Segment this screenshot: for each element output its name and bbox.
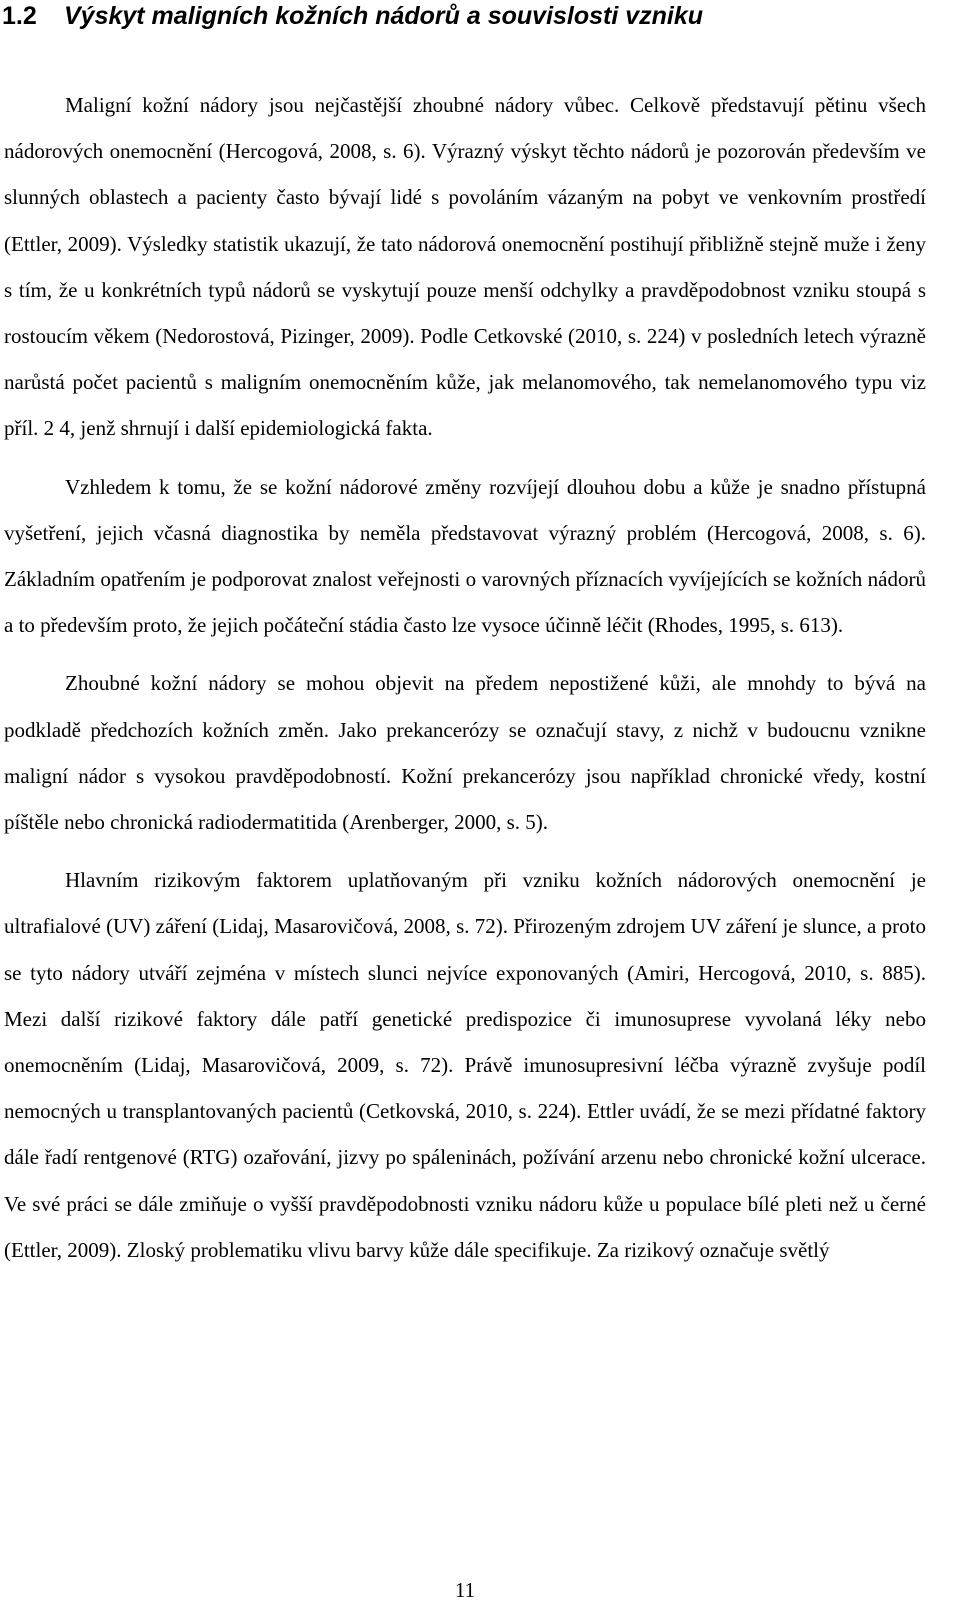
- paragraph-precancerosis: Zhoubné kožní nádory se mohou objevit na předem nepostižené kůži, ale mnohdy to bývá na podkladě předchozích kožních změn. Jako prekancerózy se označují stavy, z nichž v budoucnu vznikne maligní nádor s vysokou pravděpodobností. Kožní prekancerózy jsou například chronické vředy, kostní píštěle nebo chronická radiodermatitida (Arenberger, 2000, s. 5).: [4, 671, 926, 835]
- section-number: 1.2: [2, 2, 37, 30]
- section-heading: [2, 0, 942, 32]
- paragraph-incidence: Maligní kožní nádory jsou nejčastější zhoubné nádory vůbec. Celkově představují pětinu všech nádorových onemocnění (Hercogová, 2008, s. 6). Výrazný výskyt těchto nádorů je pozorován především ve slunných oblastech a pacienty často bývají lidé s povoláním vázaným na pobyt ve venkovním prostředí (Ettler, 2009). Výsledky statistik ukazují, že tato nádorová onemocnění postihují přibližně stejně muže i ženy s tím, že u konkrétních typů nádorů se vyskytují pouze menší odchylky a pravděpodobnost vzniku stoupá s rostoucím věkem (Nedorostová, Pizinger, 2009). Podle Cetkovské (2010, s. 224) v posledních letech výrazně narůstá počet pacientů s maligním onemocněním kůže, jak melanomového, tak nemelanomového typu viz příl. 2 4, jenž shrnují i další epidemiologická fakta.: [4, 93, 926, 441]
- page-number: 11: [454, 1578, 476, 1602]
- paragraph-risk-factors: Hlavním rizikovým faktorem uplatňovaným při vzniku kožních nádorových onemocnění je ultrafialové (UV) záření (Lidaj, Masarovičová, 2008, s. 72). Přirozeným zdrojem UV záření je slunce, a proto se tyto nádory utváří zejména v místech slunci nejvíce exponovaných (Amiri, Hercogová, 2010, s. 885). Mezi další rizikové faktory dále patří genetické predispozice či imunosuprese vyvolaná léky nebo onemocněním (Lidaj, Masarovičová, 2009, s. 72). Právě imunosupresivní léčba výrazně zvyšuje podíl nemocných u transplantovaných pacientů (Cetkovská, 2010, s. 224). Ettler uvádí, že se mezi přídatné faktory dále řadí rentgenové (RTG) ozařování, jizvy po spáleninách, požívání arzenu nebo chronické kožní ulcerace. Ve své práci se dále zmiňuje o vyšší pravděpodobnosti vzniku nádoru kůže u populace bílé pleti než u černé (Ettler, 2009). Zloský problematiku vlivu barvy kůže dále specifikuje. Za rizikový označuje světlý: [4, 868, 926, 1262]
- paragraph-diagnostics: Vzhledem k tomu, že se kožní nádorové změny rozvíjejí dlouhou dobu a kůže je snadno přístupná vyšetření, jejich včasná diagnostika by neměla představovat výrazný problém (Hercogová, 2008, s. 6). Základním opatřením je podporovat znalost veřejnosti o varovných příznacích vyvíjejících se kožních nádorů a to především proto, že jejich počáteční stádia často lze vysoce účinně léčit (Rhodes, 1995, s. 613).: [4, 474, 926, 638]
- body-text: [4, 82, 926, 1285]
- section-title: Výskyt maligních kožních nádorů a souvislosti vzniku: [64, 2, 704, 30]
